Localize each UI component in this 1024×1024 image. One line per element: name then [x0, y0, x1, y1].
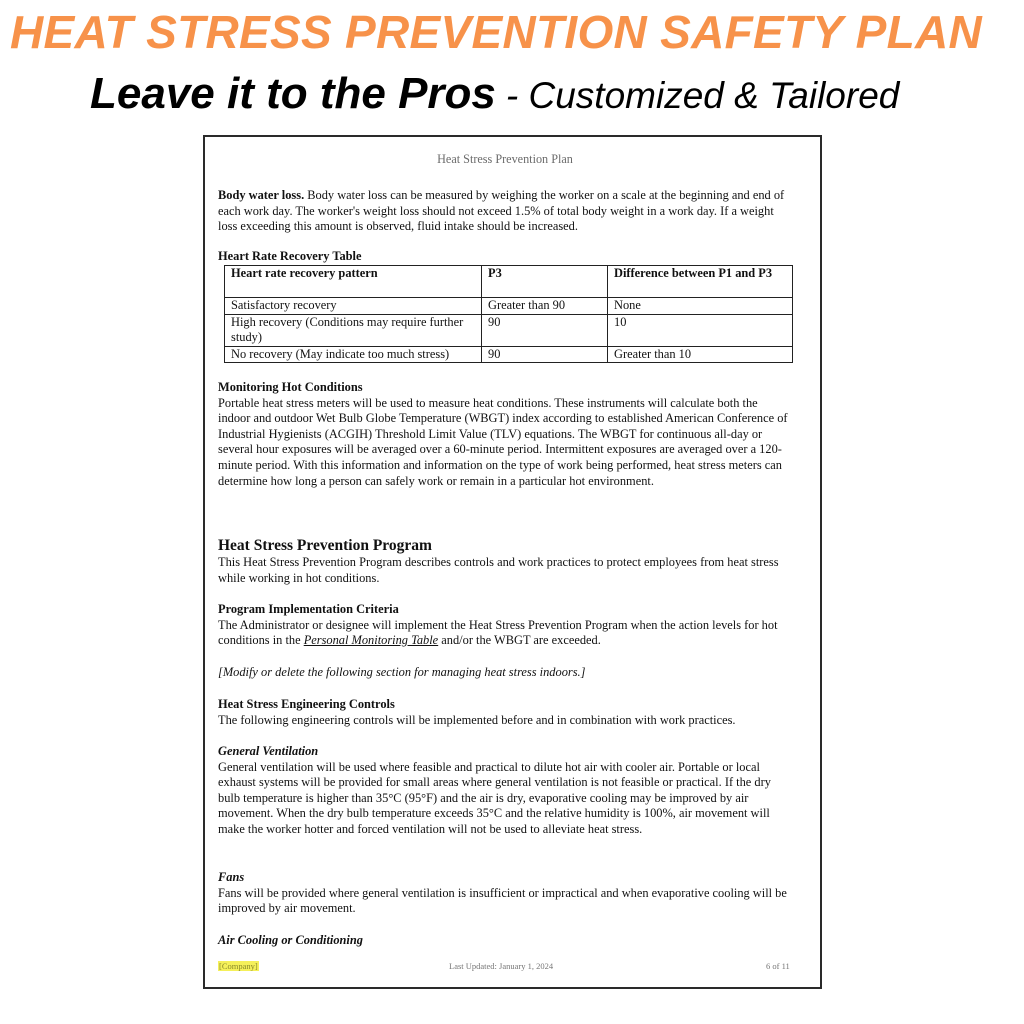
- ventilation-section: [218, 744, 793, 838]
- table-cell: Greater than 90: [482, 298, 608, 315]
- table-row: [225, 346, 793, 363]
- banner-subtitle-light: - Customized & Tailored: [505, 75, 900, 116]
- body-water-loss-text: Body water loss can be measured by weighing the worker on a scale at the beginning and end of each work day. The worker's weight loss should not exceed 1.5% of total body weight in a work day. If a weight loss exceeding this amount is observed, fluid intake should be increased.: [218, 188, 785, 234]
- table-cell: 90: [482, 314, 608, 346]
- program-text: This Heat Stress Prevention Program describes controls and work practices to protect employees from heat stress while working in hot conditions.: [218, 555, 779, 585]
- criteria-text: [218, 618, 793, 649]
- banner-title: HEAT STRESS PREVENTION SAFETY PLAN: [10, 6, 983, 58]
- criteria-text-before: The Administrator or designee will implement the Heat Stress Prevention Program when the action levels for hot conditions in the: [218, 617, 778, 648]
- engineering-heading: Heat Stress Engineering Controls: [218, 697, 395, 711]
- program-heading: Heat Stress Prevention Program: [218, 537, 432, 554]
- engineering-section: [218, 697, 793, 728]
- table-cell: High recovery (Conditions may require further study): [225, 314, 482, 346]
- table-cell: 10: [608, 314, 793, 346]
- table-header-cell: Difference between P1 and P3: [608, 266, 793, 298]
- engineering-text: The following engineering controls will be implemented before and in combination with work practices.: [218, 712, 736, 727]
- criteria-heading: Program Implementation Criteria: [218, 602, 399, 616]
- body-water-loss-lead: Body water loss.: [218, 188, 305, 202]
- air-cooling-heading: Air Cooling or Conditioning: [218, 933, 363, 947]
- footer-page-number: 6 of 11: [766, 961, 790, 971]
- company-placeholder: [Company]: [219, 961, 258, 971]
- document-page: [203, 135, 822, 989]
- criteria-section: [218, 602, 793, 649]
- table-cell: None: [608, 298, 793, 315]
- program-section: [218, 537, 793, 586]
- hr-table-title: Heart Rate Recovery Table: [218, 249, 362, 263]
- footer-company: [218, 961, 259, 971]
- document-header: Heat Stress Prevention Plan: [437, 152, 573, 166]
- banner-subtitle-strong: Leave it to the Pros: [90, 69, 496, 118]
- heart-rate-recovery-table: [224, 265, 793, 363]
- ventilation-text: General ventilation will be used where feasible and practical to dilute hot air with cooler air. Portable or local exhaust systems will be provided for small areas where general ventilation is not feasible or practical. If the dry bulb temperature is higher than 35°C (95°F) and the air is dry, evaporative cooling may be improved by air movement. When the dry bulb temperature exceeds 35°C and the relative humidity is 100%, air movement will make the worker hotter and forced ventilation will not be used to alleviate heat stress.: [218, 759, 771, 836]
- table-row: [225, 314, 793, 346]
- table-cell: Satisfactory recovery: [225, 298, 482, 315]
- fans-heading: Fans: [218, 870, 245, 884]
- footer-updated: Last Updated: January 1, 2024: [449, 961, 554, 971]
- table-row: [225, 298, 793, 315]
- fans-section: [218, 870, 793, 917]
- criteria-text-after: and/or the WBGT are exceeded.: [438, 633, 601, 648]
- table-header-cell: P3: [482, 266, 608, 298]
- table-cell: Greater than 10: [608, 346, 793, 363]
- modify-note: [Modify or delete the following section for managing heat stress indoors.]: [218, 665, 586, 679]
- monitoring-text: Portable heat stress meters will be used to measure heat conditions. These instruments will calculate both the indoor and outdoor Wet Bulb Globe Temperature (WBGT) index according to established American Conference of Industrial Hygienists (ACGIH) Threshold Limit Value (TLV) equations. The WBGT for continuous all-day or several hour exposures will be averaged over a 60-minute period. Intermittent exposures are averaged over a 120-minute period. With this information and information on the type of work being performed, heat stress meters can determine how long a person can safely work or remain in a particular hot environment.: [218, 395, 788, 488]
- table-cell: 90: [482, 346, 608, 363]
- table-header-cell: Heart rate recovery pattern: [225, 266, 482, 298]
- table-cell: No recovery (May indicate too much stress): [225, 346, 482, 363]
- ventilation-heading: General Ventilation: [218, 744, 319, 758]
- table-header-row: [225, 266, 793, 298]
- banner-subtitle: [90, 68, 899, 122]
- monitoring-heading: Monitoring Hot Conditions: [218, 380, 363, 394]
- monitoring-section: [218, 380, 793, 489]
- fans-text: Fans will be provided where general ventilation is insufficient or impractical and when evaporative cooling will be improved by air movement.: [218, 885, 787, 916]
- personal-monitoring-table-link[interactable]: Personal Monitoring Table: [303, 633, 439, 648]
- body-water-loss-paragraph: [218, 188, 793, 235]
